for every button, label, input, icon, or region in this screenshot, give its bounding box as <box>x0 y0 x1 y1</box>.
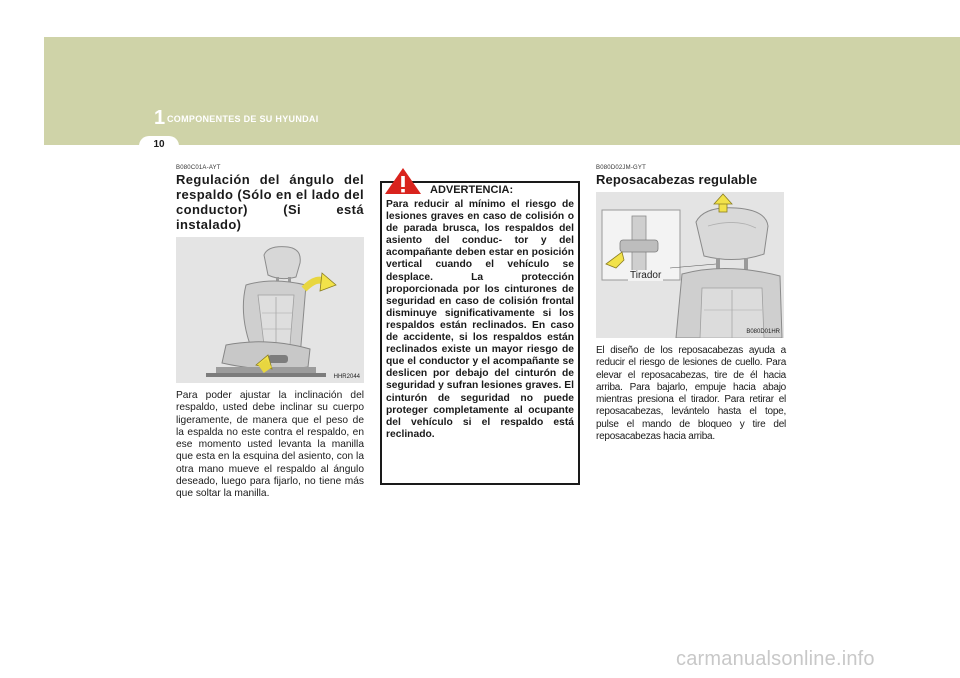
section-title: Regulación del ángulo del respaldo (Sólo en el lado del conductor) (Si está instalado) <box>176 172 364 232</box>
section-seatback-angle <box>176 165 364 501</box>
section-code: B080D02JM-GYT <box>596 165 646 171</box>
seat-recline-illustration <box>176 237 364 383</box>
callout-label: Tirador <box>630 270 662 281</box>
figure-label: B080D01HR <box>746 329 780 335</box>
section-title: Reposacabezas regulable <box>596 172 758 187</box>
section-body: El diseño de los reposacabezas ayuda a reducir el riesgo de lesiones de cuello. Para elevar el reposacabezas, tire de él hacia arriba. Para bajarlo, empuje hacia abajo mientras presiona el tirador. Para retirar el reposacabezas, levántelo hasta el tope, pulse el mando de bloqueo y tire del reposacabezas hacia arriba. <box>596 345 786 443</box>
page-number: 10 <box>139 136 179 156</box>
headrest-illustration <box>596 192 784 338</box>
warning-title: ADVERTENCIA: <box>430 184 514 196</box>
header-band <box>44 37 960 145</box>
seat-recline-figure <box>176 237 364 383</box>
warning-icon <box>384 167 422 195</box>
warning-body: Para reducir al mínimo el riesgo de lesiones graves en caso de colisión o de parada brusca, los respaldos del asiento del conduc- tor y del acompañante deben estar en posición vertical cuando el vehículo se desplace. La protección proporcionada por los cinturones de seguridad en caso de colisión frontal disminuye significativamente si los respaldos están reclinados. En caso de accidente, si los respaldos están reclinados existe un mayor riesgo de que el conductor y el acompañante se deslicen por debajo del cinturón de seguridad y sufran lesiones graves. El cinturón de seguridad no puede proteger completamente al ocupante del vehículo si el respaldo está reclinado. <box>386 199 574 440</box>
figure-label: HHR2044 <box>333 374 360 380</box>
chapter-number: 1 <box>154 107 166 129</box>
watermark: carmanualsonline.info <box>676 648 875 670</box>
section-body: Para poder ajustar la inclinación del respaldo, usted debe inclinar su cuerpo ligeramente, de manera que el peso de la espalda no este contra el respaldo, en ese momento usted levanta la manilla que esta en la esquina del asiento, con la otra mano mueve el respaldo al ángulo deseado, luego para fijarlo, no tiene más que soltar la manilla. <box>176 390 364 500</box>
section-headrest <box>596 165 786 443</box>
chapter-title: COMPONENTES DE SU HYUNDAI <box>167 114 319 124</box>
section-code: B080C01A-AYT <box>176 165 221 171</box>
headrest-figure <box>596 192 784 338</box>
